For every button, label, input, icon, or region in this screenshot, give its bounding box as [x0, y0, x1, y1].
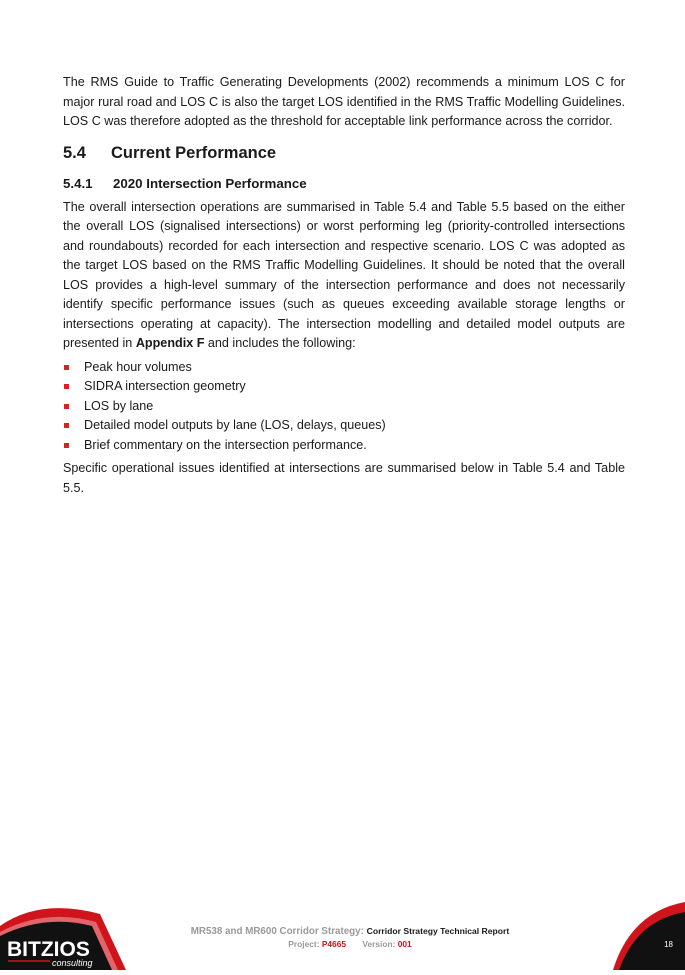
subsection-title: 2020 Intersection Performance	[113, 175, 307, 191]
list-item-text: Brief commentary on the intersection performance.	[84, 437, 367, 452]
version-label: Version:	[362, 939, 396, 949]
list-item	[63, 416, 625, 436]
closing-paragraph: Specific operational issues identified at intersections are summarised below in Table 5.4 and Table 5.5.	[63, 461, 625, 495]
list-item-text: Detailed model outputs by lane (LOS, delays, queues)	[84, 418, 386, 433]
logo-subtext: consulting	[52, 958, 93, 968]
bullet-icon	[64, 423, 69, 428]
company-logo	[0, 900, 126, 970]
appendix-reference: Appendix F	[135, 336, 205, 350]
section-number: 5.4	[63, 143, 86, 162]
corner-shape	[613, 900, 685, 970]
bullet-icon	[64, 443, 69, 448]
body-text-before: The overall intersection operations are summarised in Table 5.4 and Table 5.5 based on the either the overall LOS (signalised intersections) or worst performing leg (priority-controlled intersections and roundabouts) recorded for each intersection and respective scenario. LOS C was adopted as the target LOS based on the RMS Traffic Modelling Guidelines. It should be noted that the overall LOS provides a high-level summary of the intersection performance and does not necessarily identify specific performance issues (such as queues exceeding available storage lengths or intersections operating at capacity). The intersection modelling and detailed model outputs are presented in	[63, 199, 625, 350]
logo-graphic	[0, 900, 126, 970]
body-paragraph	[63, 198, 625, 354]
footer-project-line	[150, 939, 550, 949]
footer-title-line	[150, 926, 550, 937]
list-item-text: Peak hour volumes	[84, 359, 192, 374]
doc-title: MR538 and MR600 Corridor Strategy:	[190, 926, 364, 937]
list-item	[63, 358, 625, 378]
list-item-text: LOS by lane	[84, 398, 154, 413]
list-item	[63, 377, 625, 397]
bullet-list	[63, 358, 625, 456]
footer-corner-graphic	[613, 900, 685, 970]
list-item-text: SIDRA intersection geometry	[84, 379, 246, 394]
doc-subtitle: Corridor Strategy Technical Report	[366, 926, 510, 936]
bullet-icon	[64, 384, 69, 389]
section-heading	[63, 142, 625, 164]
subsection-number: 5.4.1	[63, 175, 93, 191]
subsection-heading	[63, 174, 625, 194]
project-label: Project:	[288, 939, 320, 949]
bullet-icon	[64, 404, 69, 409]
page-content	[63, 73, 625, 498]
section-title: Current Performance	[111, 143, 277, 162]
list-item	[63, 436, 625, 456]
body-text-after: and includes the following:	[204, 336, 356, 350]
list-item	[63, 397, 625, 417]
bullet-icon	[64, 365, 69, 370]
footer-info	[150, 926, 550, 949]
version-value: 001	[397, 939, 412, 949]
project-value: P4665	[321, 939, 347, 949]
intro-paragraph: The RMS Guide to Traffic Generating Developments (2002) recommends a minimum LOS C for major rural road and LOS C is also the target LOS identified in the RMS Traffic Modelling Guidelines. LOS C was therefore adopted as the threshold for acceptable link performance across the corridor.	[63, 75, 625, 128]
logo-text: BITZIOS	[7, 938, 90, 961]
page-number: 18	[664, 940, 673, 949]
